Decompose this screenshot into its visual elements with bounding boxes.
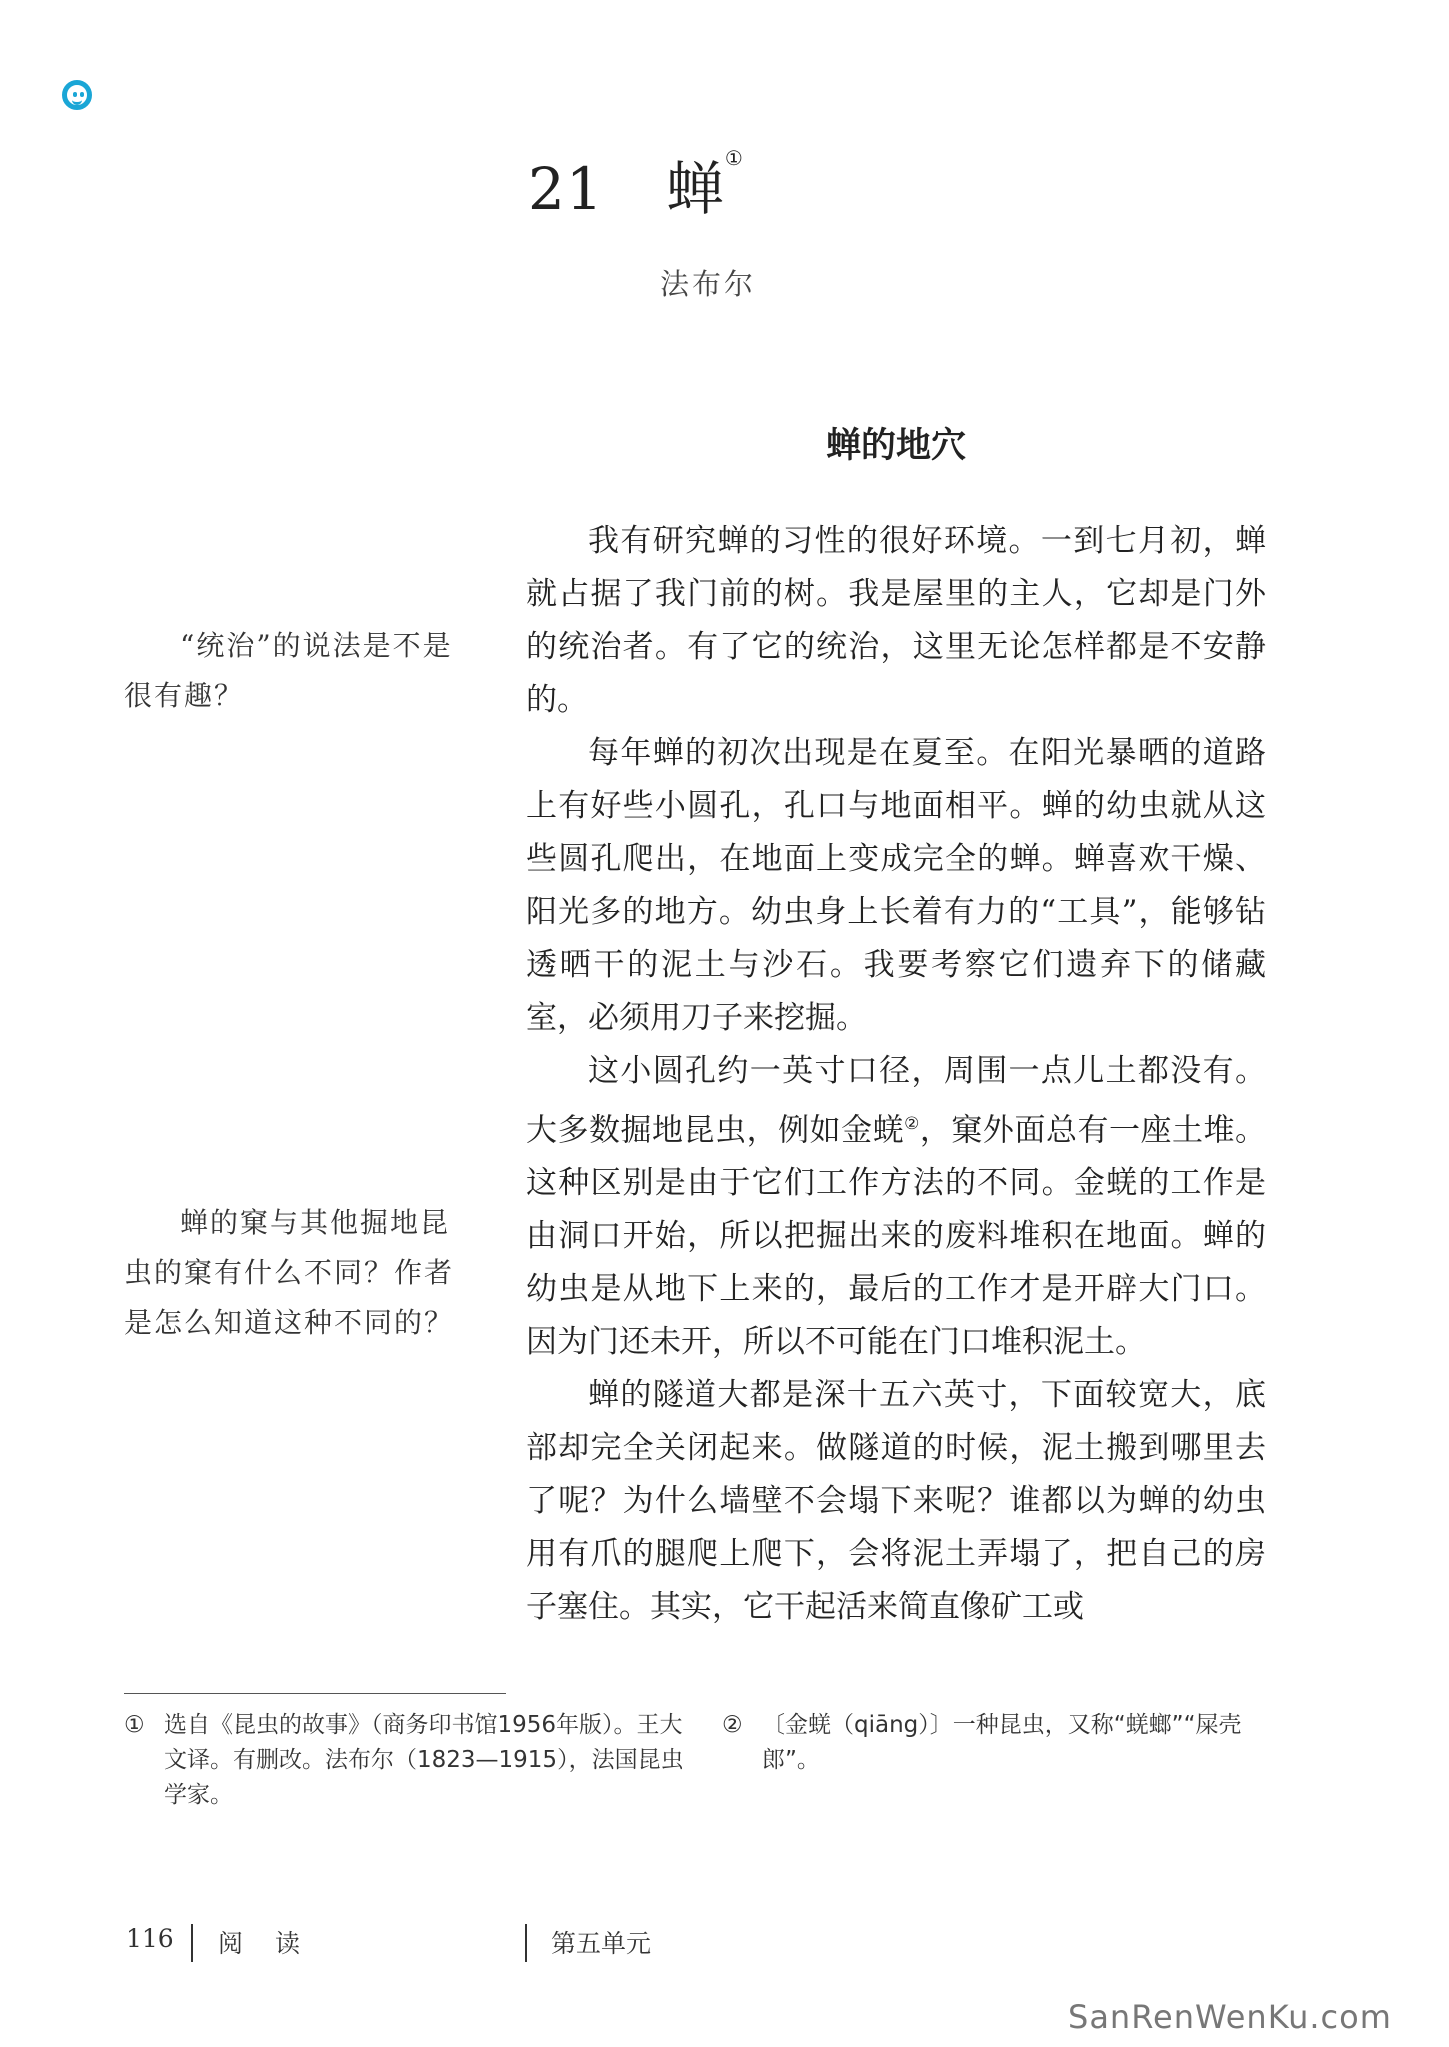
footnote-divider [124,1693,506,1694]
footnote-text: 选自《昆虫的故事》（商务印书馆1956年版）。王大文译。有删改。法布尔（1823—1915），法国昆虫学家。 [164,1712,684,1808]
lesson-title-text: 蝉 [665,155,725,223]
page-number: 116 [126,1924,174,1953]
footer-unit: 第五单元 [551,1929,652,1958]
smiley-icon [62,80,92,110]
paragraph: 每年蝉的初次出现是在夏至。在阳光暴晒的道路上有好些小圆孔，孔口与地面相平。蝉的幼虫就从这些圆孔爬出，在地面上变成完全的蝉。蝉喜欢干燥、阳光多的地方。幼虫身上长着有力的“工具”，能够钻透晒干的泥土与沙石。我要考察它们遗弃下的储藏室，必须用刀子来挖掘。 [526,735,1266,1036]
main-text [526,515,1266,1634]
lesson-title [528,142,744,226]
footnote-text: 〔金蜣（qiāng）〕一种昆虫，又称“蜣螂”“屎壳郎”。 [762,1712,1242,1773]
footer-divider [191,1924,193,1962]
paragraph: 这小圆孔约一英寸口径，周围一点儿土都没有。大多数掘地昆虫，例如金蜣②，窠外面总有一座土堆。这种区别是由于它们工作方法的不同。金蜣的工作是由洞口开始，所以把掘出来的废料堆积在地面。蝉的幼虫是从地下上来的，最后的工作才是开辟大门口。因为门还未开，所以不可能在门口堆积泥土。 [526,1053,1267,1361]
watermark: SanRenWenKu.com [1068,1998,1392,2036]
footer-divider [525,1924,527,1962]
footnote-number: ① [124,1712,145,1738]
footnote-mark: ② [904,1114,920,1134]
footnote [722,1708,1282,1778]
author-name: 法布尔 [660,267,757,301]
paragraph: 我有研究蝉的习性的很好环境。一到七月初，蝉就占据了我门前的树。我是屋里的主人，它却是门外的统治者。有了它的统治，这里无论怎样都是不安静的。 [526,523,1266,718]
margin-note: 蝉的窠与其他掘地昆虫的窠有什么不同？作者是怎么知道这种不同的？ [124,1206,455,1339]
lesson-number: 21 [528,155,604,223]
footnote [124,1708,684,1813]
footer-section: 阅 读 [218,1929,312,1958]
paragraph: 蝉的隧道大都是深十五六英寸，下面较宽大，底部却完全关闭起来。做隧道的时候，泥土搬到哪里去了呢？为什么墙壁不会塌下来呢？谁都以为蝉的幼虫用有爪的腿爬上爬下，会将泥土弄塌了，把自己的房子塞住。其实，它干起活来简直像矿工或 [526,1377,1266,1626]
footnote-number: ② [722,1712,743,1738]
section-title: 蝉的地穴 [826,425,967,466]
margin-note: “统治”的说法是不是很有趣？ [124,629,453,712]
title-footnote-mark: ① [724,146,744,170]
